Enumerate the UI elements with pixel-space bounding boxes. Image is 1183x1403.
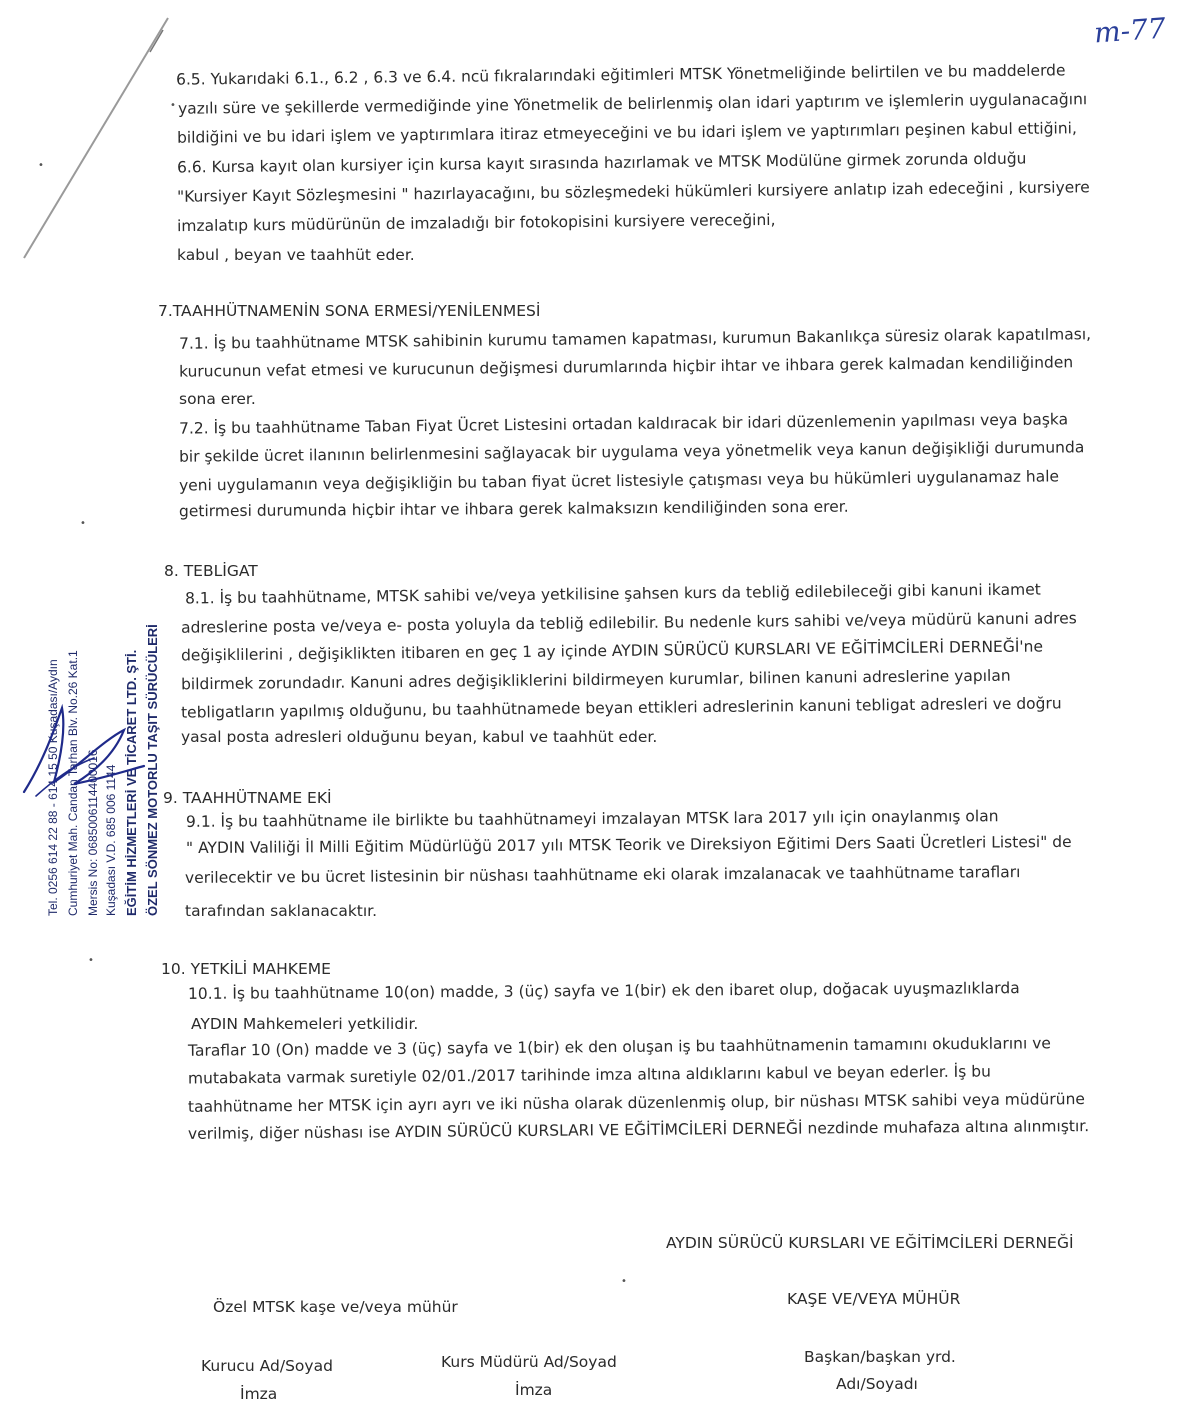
founder-signature-label: İmza	[240, 1385, 278, 1403]
section7-line: getirmesi durumunda hiçbir ihtar ve ihbara gerek kalmaksızın kendiliğinden sona erer.	[178, 497, 849, 521]
section7-line: yeni uygulamanın veya değişikliğin bu taban fiyat ücret listesiyle çatışması veya bu hükümleri uygulanamaz hale	[178, 467, 1060, 495]
manager-signature-label: İmza	[515, 1381, 553, 1399]
section7-line: 7.2. İş bu taahhütname Taban Fiyat Ücret Listesini ortadan kaldıracak bir idari düzenlemenin yapılması veya başka	[178, 410, 1069, 438]
section8-line: 8.1. İş bu taahhütname, MTSK sahibi ve/veya yetkilisine şahsen kurs da tebliğ edilebileceği gibi kanuni ikamet	[184, 580, 1041, 608]
section7-line: bir şekilde ücret ilanının belirlenmesini sağlayacak bir uygulama veya yönetmelik veya kanun değişikliği durumunda	[178, 438, 1085, 466]
section6-line: 6.5. Yukarıdaki 6.1., 6.2 , 6.3 ve 6.4. ncü fıkralarındaki eğitimleri MTSK Yönetmeliğinde belirtilen ve bu maddelerde	[175, 61, 1066, 89]
president-name-label: Adı/Soyadı	[836, 1375, 918, 1393]
private-stamp-label: Özel MTSK kaşe ve/veya mühür	[213, 1298, 458, 1316]
stamp-line: Mersis No: 0685006114400016	[86, 749, 100, 916]
scan-artifact-line	[0, 0, 200, 280]
section8-line: değişiklilerini , değişiklikten itibaren en geç 1 ay içinde AYDIN SÜRÜCÜ KURSLARI VE EĞİTİMCİLERİ DERNEĞİ'ne	[180, 637, 1044, 665]
stamp-line: Kuşadası V.D. 685 006 1144	[104, 764, 118, 916]
section10-line: mutabakata varmak suretiyle 02/01./2017 tarihinde imza altına aldıklarını kabul ve beyan ederler. İş bu	[187, 1062, 991, 1088]
stamp-line: Cumhuriyet Mah. Candan Tarhan Blv. No.26 Kat.1	[66, 650, 80, 916]
section7-line: sona erer.	[179, 390, 256, 408]
section8-line: tebligatların yapılmış olduğunu, bu taahhütnamede beyan ettikleri adreslerinin kanuni tebligat adresleri ve doğru	[180, 694, 1062, 722]
handwritten-signature	[14, 700, 154, 810]
scan-speck: •	[621, 1276, 627, 1287]
section6-line: bildiğini ve bu idari işlem ve yaptırımlara itiraz etmeyeceğini ve bu idari işlem ve yaptırımları peşinen kabul ettiğini,	[176, 119, 1077, 147]
section8-heading: 8. TEBLİGAT	[164, 562, 258, 580]
scan-speck: •	[38, 160, 44, 171]
scan-speck: •	[170, 100, 176, 111]
section8-line: yasal posta adresleri olduğunu beyan, kabul ve taahhüt eder.	[181, 728, 658, 746]
section6-line: yazılı süre ve şekillerde vermediğinde yine Yönetmelik de belirlenmiş olan idari yaptırım ve işlemlerin uygulanacağını	[177, 90, 1088, 118]
section6-line: kabul , beyan ve taahhüt eder.	[177, 246, 415, 264]
section10-heading: 10. YETKİLİ MAHKEME	[161, 960, 331, 978]
scan-speck: •	[80, 518, 86, 529]
section10-line: AYDIN Mahkemeleri yetkilidir.	[191, 1015, 419, 1033]
section10-line: Taraflar 10 (On) madde ve 3 (üç) sayfa ve 1(bir) ek den oluşan iş bu taahhütnamenin tamamını okuduklarını ve	[187, 1034, 1051, 1060]
section7-line: 7.1. İş bu taahhütname MTSK sahibinin kurumu tamamen kapatması, kurumun Bakanlıkça süresiz olarak kapatılması,	[178, 325, 1092, 353]
stamp-line: ÖZEL SÖNMEZ MOTORLU TAŞIT SÜRÜCÜLERİ	[145, 624, 160, 916]
section9-line: tarafından saklanacaktır.	[185, 902, 378, 920]
page-number-mark: m-77	[1092, 11, 1167, 50]
section9-line: 9.1. İş bu taahhütname ile birlikte bu taahhütnameyi imzalayan MTSK lara 2017 yılı için onaylanmış olan	[185, 807, 999, 831]
association-stamp-label: KAŞE VE/VEYA MÜHÜR	[787, 1290, 961, 1308]
section7-heading: 7.TAAHHÜTNAMENİN SONA ERMESİ/YENİLENMESİ	[158, 302, 541, 320]
section9-heading: 9. TAAHHÜTNAME EKİ	[163, 789, 332, 807]
section6-line: imzalatıp kurs müdürünün de imzaladığı bir fotokopisini kursiyere vereceğini,	[176, 210, 776, 236]
manager-name-label: Kurs Müdürü Ad/Soyad	[441, 1353, 617, 1371]
stamp-line: EĞİTİM HİZMETLERİ VE TİCARET LTD. ŞTİ.	[124, 649, 139, 916]
section10-line: 10.1. İş bu taahhütname 10(on) madde, 3 (üç) sayfa ve 1(bir) ek den ibaret olup, doğacak uyuşmazlıklarda	[187, 979, 1020, 1003]
stamp-line: Tel. 0256 614 22 88 - 614 15 50 Kuşadası/Aydın	[46, 659, 60, 916]
section8-line: bildirmek zorundadır. Kanuni adres değişikliklerini bildirmeyen kurumlar, bilinen kanuni adreslerine yapılan	[180, 666, 1011, 694]
section6-line: 6.6. Kursa kayıt olan kursiyer için kursa kayıt sırasında hazırlamak ve MTSK Modülüne girmek zorunda olduğu	[176, 149, 1027, 177]
section6-line: "Kursiyer Kayıt Sözleşmesini " hazırlayacağını, bu sözleşmedeki hükümleri kursiyere anlatıp izah edeceğini , kursiyere	[176, 178, 1090, 206]
section10-line: taahhütname her MTSK için ayrı ayrı ve iki nüsha olarak düzenlenmiş olup, bir nüshası MTSK sahibi veya müdürüne	[187, 1090, 1085, 1116]
president-label: Başkan/başkan yrd.	[804, 1348, 956, 1366]
section7-line: kurucunun vefat etmesi ve kurucunun değişmesi durumlarında hiçbir ihtar ve ihbara gerek kalmadan kendiliğinden	[178, 353, 1074, 381]
founder-name-label: Kurucu Ad/Soyad	[201, 1357, 333, 1375]
section9-line: verilecektir ve bu ücret listesinin bir nüshası taahhütname eki olarak imzalanacak ve taahhütname tarafları	[184, 863, 1021, 887]
scan-speck: •	[88, 955, 94, 966]
association-name: AYDIN SÜRÜCÜ KURSLARI VE EĞİTİMCİLERİ DERNEĞİ	[666, 1234, 1074, 1252]
section8-line: adreslerine posta ve/veya e- posta yoluyla da tebliğ edilebilir. Bu nedenle kurs sahibi ve/veya müdürü kanuni adres	[180, 609, 1077, 637]
section9-line: " AYDIN Valiliği İl Milli Eğitim Müdürlüğü 2017 yılı MTSK Teorik ve Direksiyon Eğitimi Ders Saati Ücretleri Listesi" de	[185, 832, 1072, 858]
section10-line: verilmiş, diğer nüshası ise AYDIN SÜRÜCÜ KURSLARI VE EĞİTİMCİLERİ DERNEĞİ nezdinde muhafaza altına alınmıştır.	[187, 1117, 1090, 1143]
